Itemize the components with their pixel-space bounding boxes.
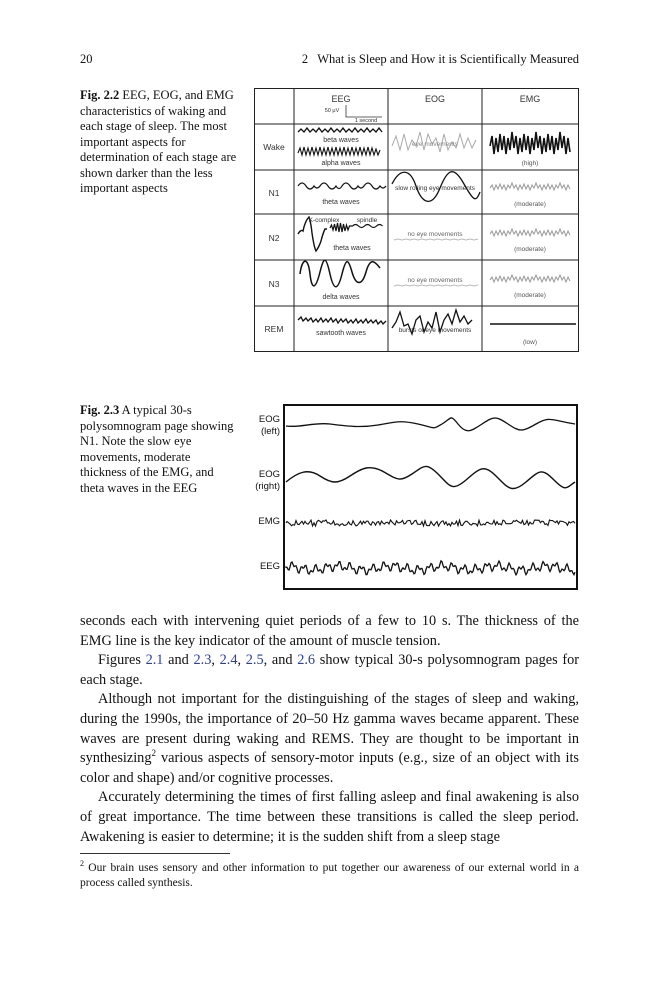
channel-label-eeg: EEG (259, 561, 280, 572)
figure-ref-2-3[interactable]: 2.3 (193, 652, 212, 669)
footnote-number: 2 (80, 859, 84, 869)
page-number: 20 (80, 52, 93, 66)
wake-eeg-label-beta: beta waves (323, 137, 359, 144)
footnote (80, 861, 579, 891)
n3-eeg-label-delta: delta waves (322, 294, 360, 301)
n2-eeg-label-spindle: spindle (356, 217, 378, 224)
stage-label-n2: N2 (268, 233, 280, 243)
eog-left-trace (286, 418, 575, 431)
n3-eog-label: no eye movements (407, 277, 463, 284)
n2-emg-trace (490, 229, 570, 236)
n2-eog-trace (394, 239, 478, 240)
figure-ref-2-5[interactable]: 2.5 (245, 652, 264, 669)
n3-emg-label: (moderate) (514, 292, 546, 299)
wake-eeg-label-alpha: alpha waves (321, 160, 361, 167)
eog-right-trace (286, 466, 575, 488)
channel-label-eog-left-side: (left) (261, 426, 280, 437)
footnote-divider (80, 853, 230, 854)
stage-label-rem: REM (264, 324, 284, 334)
fig-2-3-caption (80, 403, 240, 496)
n2-eeg-spindle-trace (330, 223, 383, 232)
paragraph-2: Figures 2.1 and 2.3, 2.4, 2.5, and 2.6 show typical 30-s polysomnogram pages for each stage. (80, 652, 580, 688)
stage-label-n3: N3 (268, 279, 280, 289)
n1-emg-trace (490, 183, 570, 190)
paragraph-3: Although not important for the distinguishing of the stages of sleep and waking, during the 1990s, the importance of 20–50 Hz gamma waves became apparent. These waves are present during waking and REMS. They are thought to be important in synthesizing$^2$ various aspects of sensory-motor inputs (e.g., size of an object with its color and shape) and/or cognitive processes. (80, 691, 579, 786)
figure-ref-2-4[interactable]: 2.4 (219, 652, 238, 669)
fig-2-2-table (254, 88, 579, 352)
n1-emg-label: (moderate) (514, 201, 546, 208)
rem-eeg-sawtooth-trace (298, 317, 386, 324)
wake-eog-label: eye movements (412, 141, 458, 148)
figure-ref-2-6[interactable]: 2.6 (297, 652, 316, 669)
channel-label-eog-right-side: (right) (255, 481, 280, 492)
col-header-emg: EMG (519, 94, 541, 104)
n3-eog-trace (394, 285, 478, 286)
n3-eeg-delta-trace (300, 260, 380, 287)
paragraph-1: seconds each with intervening quiet periods of a few to 10 s. The thickness of the EMG line is the key indicator of the amount of muscle tension. (80, 613, 579, 649)
n2-emg-label: (moderate) (514, 246, 546, 253)
n2-eeg-label-kcomplex: K-complex (308, 217, 340, 224)
n2-eog-label: no eye movements (407, 231, 463, 238)
channel-label-emg: EMG (258, 516, 280, 527)
col-header-eog: EOG (424, 94, 446, 104)
emg-trace (286, 520, 575, 526)
channel-label-eog-left: EOG (258, 414, 280, 425)
rem-eog-label: bursts of eye movements (398, 327, 472, 334)
scale-bar-icon (346, 105, 382, 117)
fig-2-3-caption-text: A typical 30-s polysomnogram page showing N1. Note the slow eye movements, moderate thickness of the EMG, and theta waves in the EEG (80, 403, 234, 495)
wake-emg-trace (490, 132, 570, 154)
paragraph-4: Accurately determining the times of first falling asleep and final awakening is also of great importance. The time between these transitions is called the sleep period. Awakening is easier to determine; it is the sudden shift from a sleep stage (80, 789, 579, 845)
figure-ref-2-1[interactable]: 2.1 (145, 652, 164, 669)
rem-eeg-label-sawtooth: sawtooth waves (316, 330, 366, 337)
body-text (80, 612, 579, 847)
fig-2-2-caption (80, 88, 240, 197)
col-header-eeg: EEG (331, 94, 351, 104)
stage-label-wake: Wake (263, 142, 285, 152)
channel-label-eog-right: EOG (258, 469, 280, 480)
rem-emg-label: (low) (522, 339, 538, 346)
fig-2-3-label: Fig. 2.3 (80, 403, 120, 417)
fig-2-2-caption-text: EEG, EOG, and EMG characteristics of waking and each stage of sleep. The most important aspects for determination of each stage are shown darker than the less important aspects (80, 88, 237, 195)
eeg-trace (286, 561, 575, 575)
n3-emg-trace (490, 275, 570, 282)
stage-label-n1: N1 (268, 188, 280, 198)
scale-amplitude: 50 μV (324, 108, 340, 114)
footnote-text: Our brain uses sensory and other information to put together our awareness of our external world in a process called synthesis. (80, 862, 579, 889)
fig-2-2-label: Fig. 2.2 (80, 88, 120, 102)
n1-eeg-label-theta: theta waves (322, 199, 360, 206)
wake-emg-label: (high) (521, 160, 539, 167)
wake-eeg-alpha-trace (298, 147, 380, 155)
fig-2-3-polysomnogram (250, 402, 580, 592)
n1-eog-label: slow rolling eye movements (395, 185, 475, 192)
footnote-mark[interactable]: 2 (151, 748, 156, 759)
wake-eeg-beta-trace (298, 128, 382, 132)
n2-eeg-label-theta: theta waves (333, 245, 371, 252)
n1-eeg-theta-trace (298, 183, 386, 189)
scale-time: 1 second (354, 118, 378, 124)
running-title: 2 What is Sleep and How it is Scientifically Measured (301, 52, 579, 66)
